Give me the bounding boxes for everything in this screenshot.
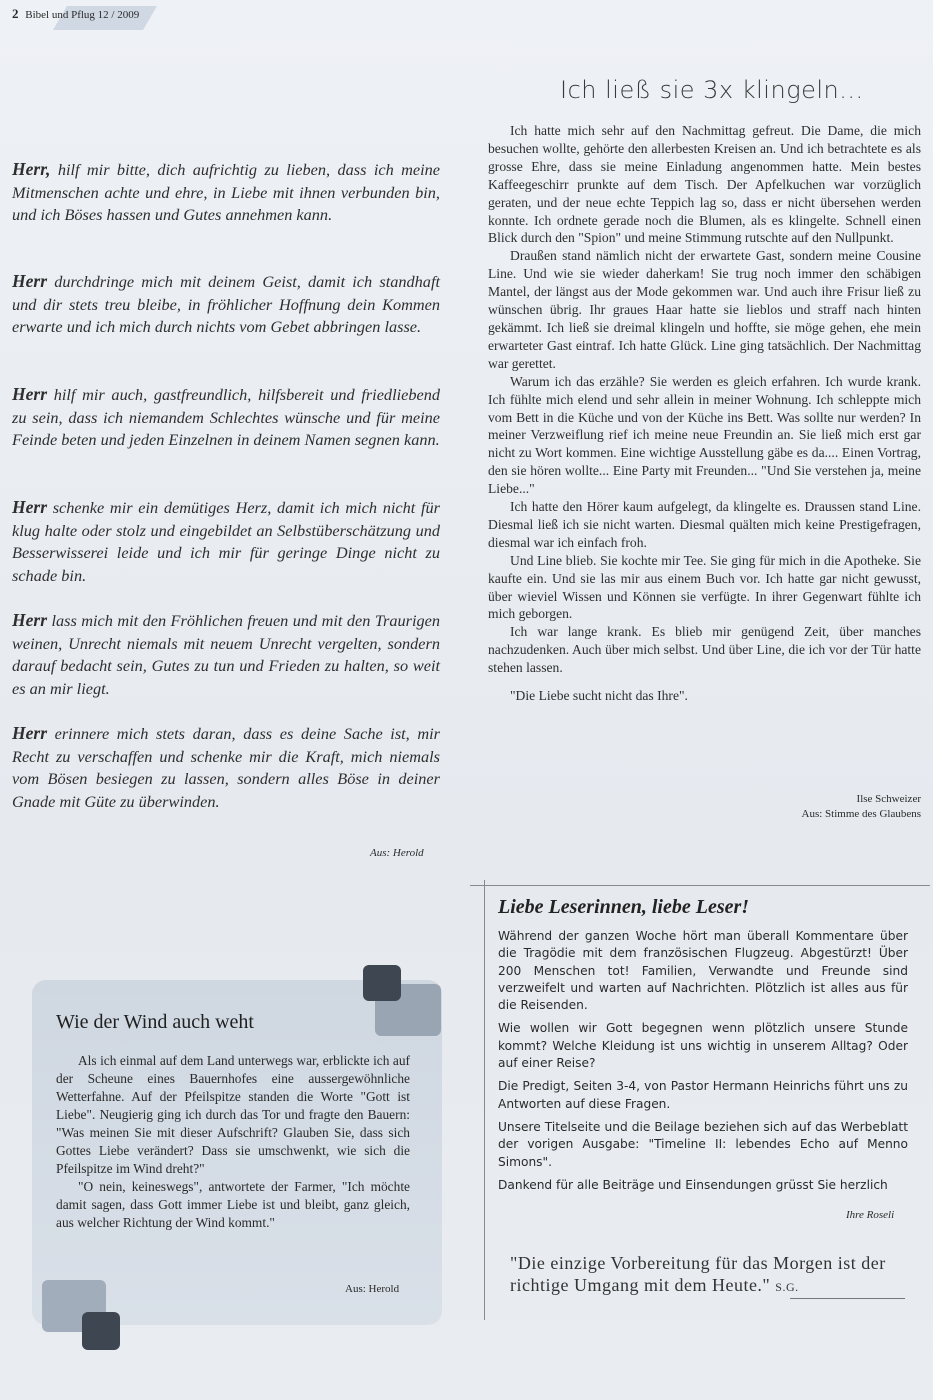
prayer-lead-word: Herr (12, 723, 47, 743)
prayer-text: hilf mir bitte, dich aufrichtig zu lieben, dass ich meine Mitmenschen achte und ehre, in Liebe mit ihnen verbunden bin, und ich Böses hassen und Gutes annehmen kann. (12, 160, 440, 225)
prayer-paragraph-2 (12, 270, 440, 339)
story-paragraph: Ich hatte mich sehr auf den Nachmittag gefreut. Die Dame, die mich besuchen wollte, gehörte den allerbesten Kreisen an. Und ich betrachtete es als grosse Ehre, dass sie meine Einladung angenommen hatte. Mein bestes Kaffeegeschirr prunkte auf dem Tisch. Der Apfelkuchen war vorzüglich geraten, und der neue echte Teppich lag so, dass er nicht übersehen werden konnte. Ich ordnete gerade noch die Blumen, als es klingelte. Schnell einen Blick durch den "Spion" und meine Stimmung rutschte auf den Nullpunkt. (488, 123, 921, 246)
prayer-text: schenke mir ein demütiges Herz, damit ich mich nicht für klug halte oder stolz und eingebildet an Selbstüberschätzung und Besserwisserei leide und ich mir für geringe Dinge nicht zu schade bin. (12, 498, 440, 585)
prayer-lead-word: Herr, (12, 159, 51, 179)
wind-body (56, 1052, 410, 1232)
closing-quote-initials: S.G. (775, 1280, 799, 1294)
prayer-text: lass mich mit den Fröhlichen freuen und mit den Traurigen weinen, Unrecht niemals mit neuem Unrecht vergelten, sondern darauf bedacht sein, Gutes zu tun und Frieden zu halten, so weit es an mir liegt. (12, 611, 440, 698)
prayer-lead-word: Herr (12, 610, 47, 630)
publication-issue: Bibel und Pflug 12 / 2009 (25, 9, 140, 21)
greeting-paragraph: Wie wollen wir Gott begegnen wenn plötzlich unsere Stunde kommt? Welche Kleidung ist uns wichtig in unserem Alltag? Oder auf einer Reise? (498, 1021, 908, 1071)
divider-vertical (484, 880, 485, 1320)
story-quote: "Die Liebe sucht nicht das Ihre". (510, 688, 688, 704)
decorative-square (363, 965, 401, 1001)
prayer-paragraph-1 (12, 158, 440, 227)
story-author: Ilse Schweizer (856, 793, 921, 805)
decorative-square (82, 1312, 120, 1350)
greeting-paragraph: Dankend für alle Beiträge und Einsendungen grüsst Sie herzlich (498, 1177, 888, 1192)
wind-source: Aus: Herold (345, 1283, 400, 1295)
greeting-title: Liebe Leserinnen, liebe Leser! (498, 896, 750, 918)
prayer-paragraph-4 (12, 496, 440, 587)
page-header (12, 6, 139, 22)
closing-quote-text: "Die einzige Vorbereitung für das Morgen ist der richtige Umgang mit dem Heute." (510, 1253, 886, 1295)
prayer-lead-word: Herr (12, 497, 47, 517)
story-title: Ich ließ sie 3x klingeln... (560, 76, 864, 104)
story-paragraph: Draußen stand nämlich nicht der erwartete Gast, sondern meine Cousine Line. Und wie sie wieder daherkam! Sie trug noch immer den schäbigen Mantel, der längst aus der Mode gekommen war. Und auch ihre Frisur ließ zu wünschen übrig. Ihr graues Haar hatte sie lieblos und straff nach hinten gekämmt. Ich ließ sie dreimal klingeln und hoffte, sie möge gehen, ehe mein erwarteter Gast eintraf. Ich hatte Glück. Line ging tatsächlich. Der Nachmittag war gerettet. (488, 248, 921, 371)
greeting-paragraph: Die Predigt, Seiten 3-4, von Pastor Hermann Heinrichs führt uns zu Antworten auf diese Fragen. (498, 1079, 908, 1111)
greeting-signature: Ihre Roseli (846, 1209, 895, 1221)
prayer-lead-word: Herr (12, 384, 47, 404)
prayer-paragraph-3 (12, 383, 440, 452)
prayer-paragraph-5 (12, 609, 440, 700)
wind-paragraph: "O nein, keineswegs", antwortete der Farmer, "Ich möchte damit sagen, dass Gott immer Liebe ist und bleibt, ganz gleich, aus welcher Richtung der Wind kommt." (56, 1179, 410, 1230)
story-paragraph: Warum ich das erzähle? Sie werden es gleich erfahren. Ich wurde krank. Ich fühlte mich elend und sehr allein in meiner Wohnung. Ich schleppte mich vom Bett in die Küche und von der Küche ins Bett. Was sollte nur werden? In meiner Verzweiflung rief ich meine neue Freundin an. Sie ließ mich erst gar nicht zu Wort kommen. Eine wichtige Ausstellung gäbe es da.... Einen Vortrag, den sie hören wollte... Eine Party mit Freunden... "Und Sie verstehen ja, meine Liebe..." (488, 373, 921, 497)
story-paragraph: Ich hatte den Hörer kaum aufgelegt, da klingelte es. Draussen stand Line. Diesmal ließ ich sie nicht warten. Diesmal quälten mich keine Prestigefragen, diesmal war ich einfach froh. (488, 499, 921, 550)
greeting-body (498, 928, 908, 1200)
prayer-text: hilf mir auch, gastfreundlich, hilfsbereit und friedliebend zu sein, dass ich niemandem Schlechtes wünsche und für meine Feinde beten und jeden Einzelnen in deinem Namen segnen kann. (12, 385, 440, 450)
wind-paragraph: Als ich einmal auf dem Land unterwegs war, erblickte ich auf der Scheune eines Bauernhofes eine aussergewöhnliche Wetterfahne. Auf der Pfeilspitze standen die Worte "Gott ist Liebe". Neugierig ging ich durch das Tor und fragte den Bauern: "Was meinen Sie mit dieser Aufschrift? Glauben Sie, dass sich Gottes Liebe verändert? Dass sie umschwenkt, wie sich die Pfeilspitze im Wind dreht?" (56, 1053, 410, 1176)
story-body (488, 122, 921, 705)
story-paragraph: Ich war lange krank. Es blieb mir genügend Zeit, über manches nachzudenken. Auch über mich selbst. Und über Line, die ich vor der Tür hatte stehen lassen. (488, 624, 921, 676)
divider-horizontal (470, 885, 930, 886)
quote-underline (790, 1298, 905, 1299)
prayer-text: erinnere mich stets daran, dass es deine Sache ist, mir Recht zu verschaffen und schenke mir die Kraft, mich niemals vom Bösen besiegen zu lassen, sondern alles Böse in deiner Gnade mit Güte zu überwinden. (12, 724, 440, 811)
greeting-paragraph: Unsere Titelseite und die Beilage beziehen sich auf das Werbeblatt der vorigen Ausgabe: "Timeline II: lebendes Echo auf Menno Simons". (498, 1119, 908, 1169)
prayer-source: Aus: Herold (370, 847, 424, 859)
greeting-paragraph: Während der ganzen Woche hört man überall Kommentare über die Tragödie mit dem französischen Flugzeug. Abgestürzt! Über 200 Menschen tot! Familien, Verwandte und Freunde sind verzweifelt und warten auf Nachrichten. Plötzlich ist alles aus für die Reisenden. (498, 929, 908, 1013)
wind-title: Wie der Wind auch weht (56, 1011, 254, 1033)
closing-quote (510, 1252, 910, 1298)
story-source: Aus: Stimme des Glaubens (801, 808, 921, 820)
story-paragraph: Und Line blieb. Sie kochte mir Tee. Sie ging für mich in die Apotheke. Sie kaufte ein. Und sie las mir aus einem Buch vor. Ich hatte gar nicht gewusst, über wieviel Wissen und Können sie verfügte. In ihrer Gegenwart fühlte ich mich geborgen. (488, 552, 921, 622)
prayer-paragraph-6 (12, 722, 440, 813)
page-number: 2 (12, 6, 19, 21)
prayer-lead-word: Herr (12, 271, 47, 291)
prayer-text: durchdringe mich mit deinem Geist, damit ich standhaft und dir stets treu bleibe, in fröhlicher Hoffnung dein Kommen erwarte und ich mich durch nichts vom Gebet abbringen lasse. (12, 272, 440, 337)
